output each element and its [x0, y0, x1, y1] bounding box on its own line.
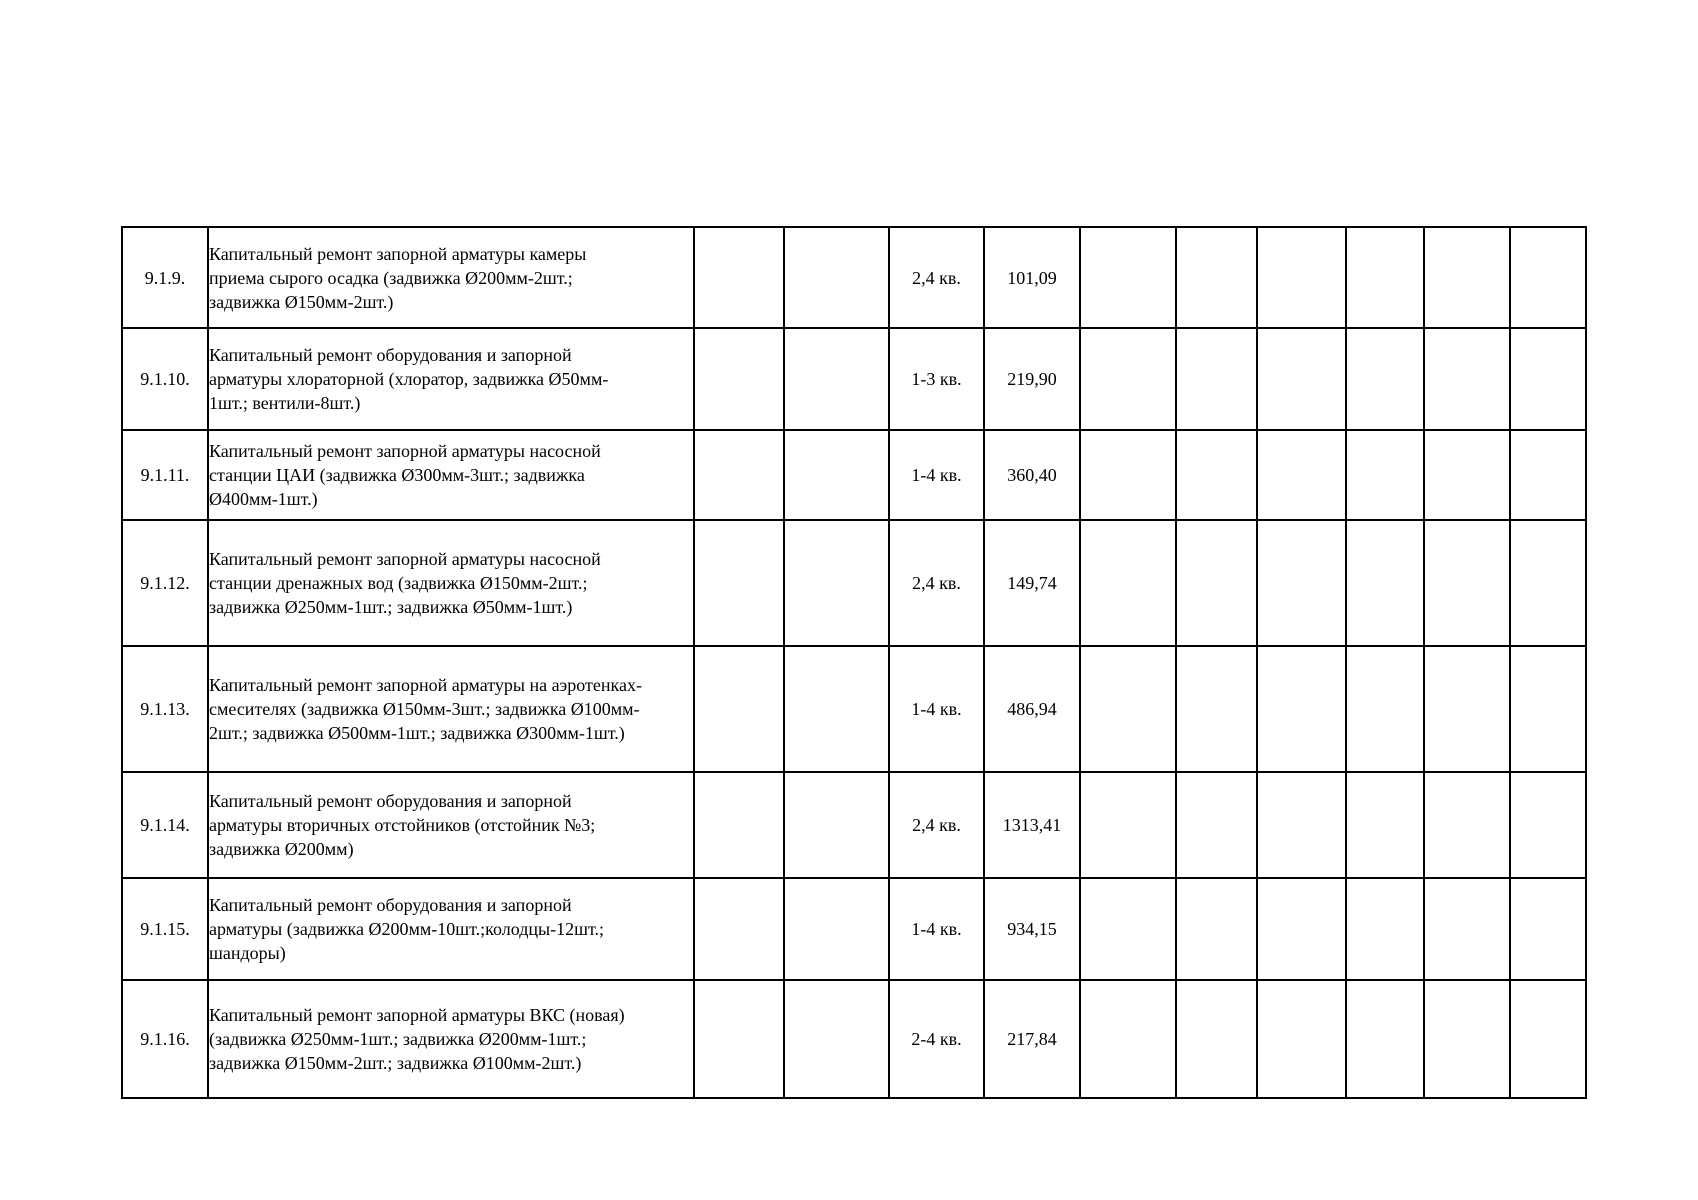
- row-period: 2-4 кв.: [889, 980, 984, 1098]
- empty-cell: [1176, 878, 1257, 980]
- table-row: [122, 772, 1586, 878]
- description-line: шандоры): [209, 943, 286, 963]
- empty-cell: [1346, 520, 1424, 646]
- empty-cell: [1510, 980, 1586, 1098]
- empty-cell: [1510, 328, 1586, 430]
- empty-cell: [784, 980, 889, 1098]
- description-line: Капитальный ремонт запорной арматуры камеры: [209, 243, 587, 264]
- empty-cell: [1424, 520, 1510, 646]
- empty-cell: [1176, 980, 1257, 1098]
- row-amount: 101,09: [984, 227, 1080, 328]
- empty-cell: [1176, 520, 1257, 646]
- row-period: 2,4 кв.: [889, 227, 984, 328]
- empty-cell: [1080, 878, 1176, 980]
- row-description: [208, 328, 694, 430]
- empty-cell: [1510, 430, 1586, 520]
- row-description: [208, 646, 694, 772]
- description-line: арматуры вторичных отстойников (отстойник №3;: [209, 815, 596, 835]
- empty-cell: [1176, 227, 1257, 328]
- empty-cell: [694, 328, 784, 430]
- empty-cell: [1257, 227, 1346, 328]
- empty-cell: [694, 646, 784, 772]
- empty-cell: [1176, 646, 1257, 772]
- table-row: [122, 430, 1586, 520]
- empty-cell: [784, 878, 889, 980]
- table-row: [122, 878, 1586, 980]
- empty-cell: [784, 772, 889, 878]
- empty-cell: [1424, 430, 1510, 520]
- empty-cell: [694, 980, 784, 1098]
- row-amount: 486,94: [984, 646, 1080, 772]
- row-period: 1-3 кв.: [889, 328, 984, 430]
- row-number: 9.1.15.: [122, 878, 208, 980]
- description-line: задвижка Ø150мм-2шт.): [209, 291, 394, 312]
- row-number: 9.1.14.: [122, 772, 208, 878]
- empty-cell: [1424, 878, 1510, 980]
- row-number: 9.1.10.: [122, 328, 208, 430]
- description-line: Капитальный ремонт оборудования и запорной: [209, 345, 572, 365]
- empty-cell: [694, 430, 784, 520]
- empty-cell: [1176, 328, 1257, 430]
- row-period: 1-4 кв.: [889, 878, 984, 980]
- table-row: [122, 227, 1586, 328]
- empty-cell: [1080, 520, 1176, 646]
- empty-cell: [1424, 328, 1510, 430]
- empty-cell: [1257, 772, 1346, 878]
- row-description: [208, 772, 694, 878]
- empty-cell: [1176, 430, 1257, 520]
- description-line: Капитальный ремонт оборудования и запорной: [209, 791, 572, 811]
- description-line: Капитальный ремонт запорной арматуры насосной: [209, 549, 601, 569]
- description-line: задвижка Ø250мм-1шт.; задвижка Ø50мм-1шт.): [209, 597, 573, 617]
- empty-cell: [694, 520, 784, 646]
- empty-cell: [784, 430, 889, 520]
- empty-cell: [1346, 328, 1424, 430]
- empty-cell: [1257, 520, 1346, 646]
- empty-cell: [1346, 878, 1424, 980]
- description-line: Капитальный ремонт запорной арматуры насосной: [209, 441, 601, 461]
- row-period: 1-4 кв.: [889, 646, 984, 772]
- empty-cell: [1257, 430, 1346, 520]
- description-line: (задвижка Ø250мм-1шт.; задвижка Ø200мм-1шт.;: [209, 1029, 587, 1049]
- empty-cell: [1510, 646, 1586, 772]
- row-number: 9.1.13.: [122, 646, 208, 772]
- row-amount: 934,15: [984, 878, 1080, 980]
- empty-cell: [694, 772, 784, 878]
- empty-cell: [1080, 772, 1176, 878]
- row-description: [208, 430, 694, 520]
- description-line: приема сырого осадка (задвижка Ø200мм-2шт.;: [209, 267, 573, 288]
- description-line: арматуры хлораторной (хлоратор, задвижка Ø50мм-: [209, 369, 609, 389]
- empty-cell: [1424, 980, 1510, 1098]
- empty-cell: [694, 227, 784, 328]
- row-amount: 149,74: [984, 520, 1080, 646]
- empty-cell: [694, 878, 784, 980]
- description-line: Капитальный ремонт запорной арматуры ВКС (новая): [209, 1005, 625, 1025]
- description-line: задвижка Ø200мм): [209, 839, 354, 859]
- empty-cell: [1510, 878, 1586, 980]
- empty-cell: [1510, 227, 1586, 328]
- row-description: [208, 227, 694, 328]
- description-line: Капитальный ремонт запорной арматуры на аэротенках-: [209, 675, 642, 695]
- row-description: [208, 980, 694, 1098]
- empty-cell: [1080, 980, 1176, 1098]
- row-number: 9.1.12.: [122, 520, 208, 646]
- row-amount: 360,40: [984, 430, 1080, 520]
- empty-cell: [784, 646, 889, 772]
- empty-cell: [1510, 520, 1586, 646]
- empty-cell: [1346, 646, 1424, 772]
- row-amount: 219,90: [984, 328, 1080, 430]
- row-period: 1-4 кв.: [889, 430, 984, 520]
- table-row: [122, 328, 1586, 430]
- empty-cell: [1080, 430, 1176, 520]
- empty-cell: [784, 227, 889, 328]
- description-line: арматуры (задвижка Ø200мм-10шт.;колодцы-12шт.;: [209, 919, 604, 939]
- row-number: 9.1.9.: [122, 227, 208, 328]
- description-line: 1шт.; вентили-8шт.): [209, 393, 361, 413]
- empty-cell: [1080, 328, 1176, 430]
- row-number: 9.1.11.: [122, 430, 208, 520]
- empty-cell: [784, 520, 889, 646]
- empty-cell: [1424, 646, 1510, 772]
- empty-cell: [1346, 980, 1424, 1098]
- description-line: 2шт.; задвижка Ø500мм-1шт.; задвижка Ø300мм-1шт.): [209, 723, 625, 743]
- empty-cell: [1080, 646, 1176, 772]
- empty-cell: [1257, 980, 1346, 1098]
- description-line: смесителях (задвижка Ø150мм-3шт.; задвижка Ø100мм-: [209, 699, 640, 719]
- table-row: [122, 520, 1586, 646]
- empty-cell: [1257, 328, 1346, 430]
- row-amount: 1313,41: [984, 772, 1080, 878]
- empty-cell: [1176, 772, 1257, 878]
- row-description: [208, 520, 694, 646]
- table-row: [122, 646, 1586, 772]
- empty-cell: [1257, 878, 1346, 980]
- empty-cell: [1424, 772, 1510, 878]
- description-line: станции дренажных вод (задвижка Ø150мм-2шт.;: [209, 573, 588, 593]
- row-description: [208, 878, 694, 980]
- description-line: Капитальный ремонт оборудования и запорной: [209, 895, 572, 915]
- description-line: станции ЦАИ (задвижка Ø300мм-3шт.; задвижка: [209, 465, 585, 485]
- description-line: Ø400мм-1шт.): [209, 489, 318, 509]
- row-period: 2,4 кв.: [889, 520, 984, 646]
- row-amount: 217,84: [984, 980, 1080, 1098]
- empty-cell: [1424, 227, 1510, 328]
- work-plan-table: [121, 226, 1587, 1099]
- empty-cell: [1080, 227, 1176, 328]
- table-body: [122, 227, 1586, 1098]
- empty-cell: [1346, 772, 1424, 878]
- table-row: [122, 980, 1586, 1098]
- empty-cell: [1346, 430, 1424, 520]
- description-line: задвижка Ø150мм-2шт.; задвижка Ø100мм-2шт.): [209, 1053, 582, 1073]
- empty-cell: [1346, 227, 1424, 328]
- empty-cell: [1257, 646, 1346, 772]
- empty-cell: [1510, 772, 1586, 878]
- row-period: 2,4 кв.: [889, 772, 984, 878]
- empty-cell: [784, 328, 889, 430]
- row-number: 9.1.16.: [122, 980, 208, 1098]
